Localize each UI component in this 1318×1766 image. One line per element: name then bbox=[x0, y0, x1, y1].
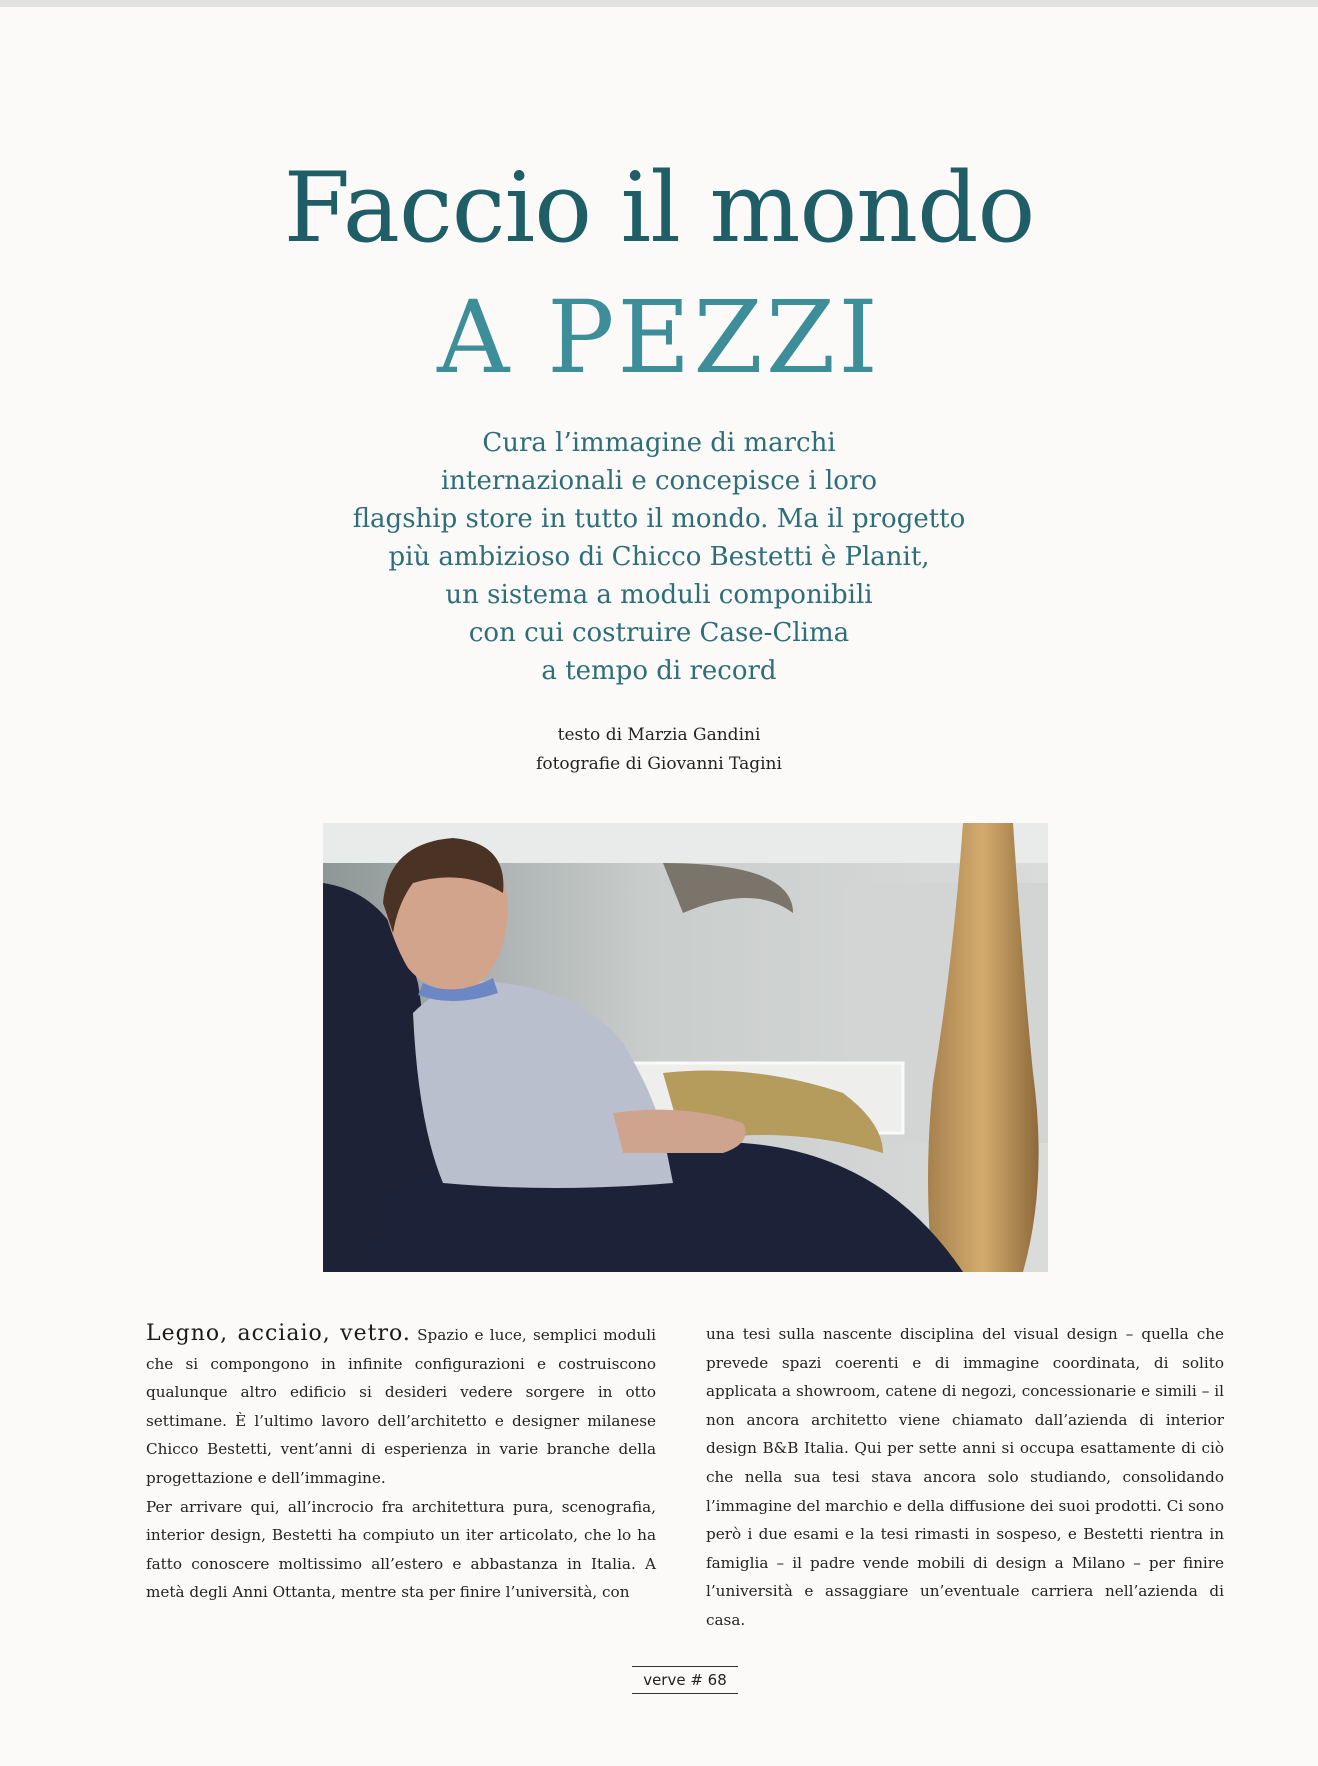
author-credit: testo di Marzia Gandini bbox=[557, 725, 761, 745]
page-folio: verve # 68 bbox=[632, 1666, 738, 1694]
body-column-right bbox=[706, 1320, 1224, 1635]
standfirst-line: con cui costruire Case-Clima bbox=[468, 618, 850, 648]
page-edge bbox=[0, 0, 1318, 7]
body-paragraph: Per arrivare qui, all’incrocio fra architettura pura, scenografia, interior design, Bestetti ha compiuto un iter articolato, che lo ha fatto conoscere moltissimo all’estero e abbastanza in Italia. A metà degli Anni Ottanta, mentre sta per finire l’università, con bbox=[146, 1497, 656, 1602]
standfirst-line: più ambizioso di Chicco Bestetti è Planit, bbox=[388, 542, 930, 572]
standfirst-line: a tempo di record bbox=[541, 656, 777, 686]
standfirst-line: un sistema a moduli componibili bbox=[445, 580, 873, 610]
byline bbox=[409, 721, 909, 779]
lead-in: Legno, acciaio, vetro. bbox=[146, 1321, 411, 1346]
standfirst-line: Cura l’immagine di marchi bbox=[482, 428, 836, 458]
body-text: Spazio e luce, semplici moduli che si compongono in infinite configurazioni e costruiscono qualunque altro edificio si desideri vedere sorgere in otto settimane. È l’ultimo lavoro dell’architetto e designer milanese Chicco Bestetti, vent’anni di esperienza in varie branche della progettazione e dell’immagine. bbox=[146, 1326, 656, 1487]
body-paragraph: una tesi sulla nascente disciplina del visual design – quella che prevede spazi coerenti e di immagine coordinata, di solito applicata a showroom, catene di negozi, concessionarie e simili – il non ancora architetto viene chiamato dall’azienda di interior design B&B Italia. Qui per sette anni si occupa esattamente di ciò che nella sua tesi stava ancora solo studiando, consolidando l’immagine del marchio e della diffusione dei suoi prodotti. Ci sono però i due esami e la tesi rimasti in sospeso, e Bestetti rientra in famiglia – il padre vende mobili di design a Milano – per finire l’università e assaggiare un’eventuale carriera nell’azienda di casa. bbox=[706, 1325, 1224, 1629]
portrait-photo bbox=[323, 823, 1048, 1272]
standfirst-line: internazionali e concepisce i loro bbox=[440, 466, 878, 496]
body-paragraph bbox=[146, 1320, 656, 1493]
photo-credit: fotografie di Giovanni Tagini bbox=[536, 754, 782, 774]
standfirst-line: flagship store in tutto il mondo. Ma il progetto bbox=[352, 504, 966, 534]
headline-line-1: Faccio il mondo bbox=[283, 152, 1035, 264]
standfirst bbox=[259, 424, 1059, 690]
body-column-left bbox=[146, 1320, 656, 1607]
headline-line-2: A PEZZI bbox=[437, 279, 881, 396]
